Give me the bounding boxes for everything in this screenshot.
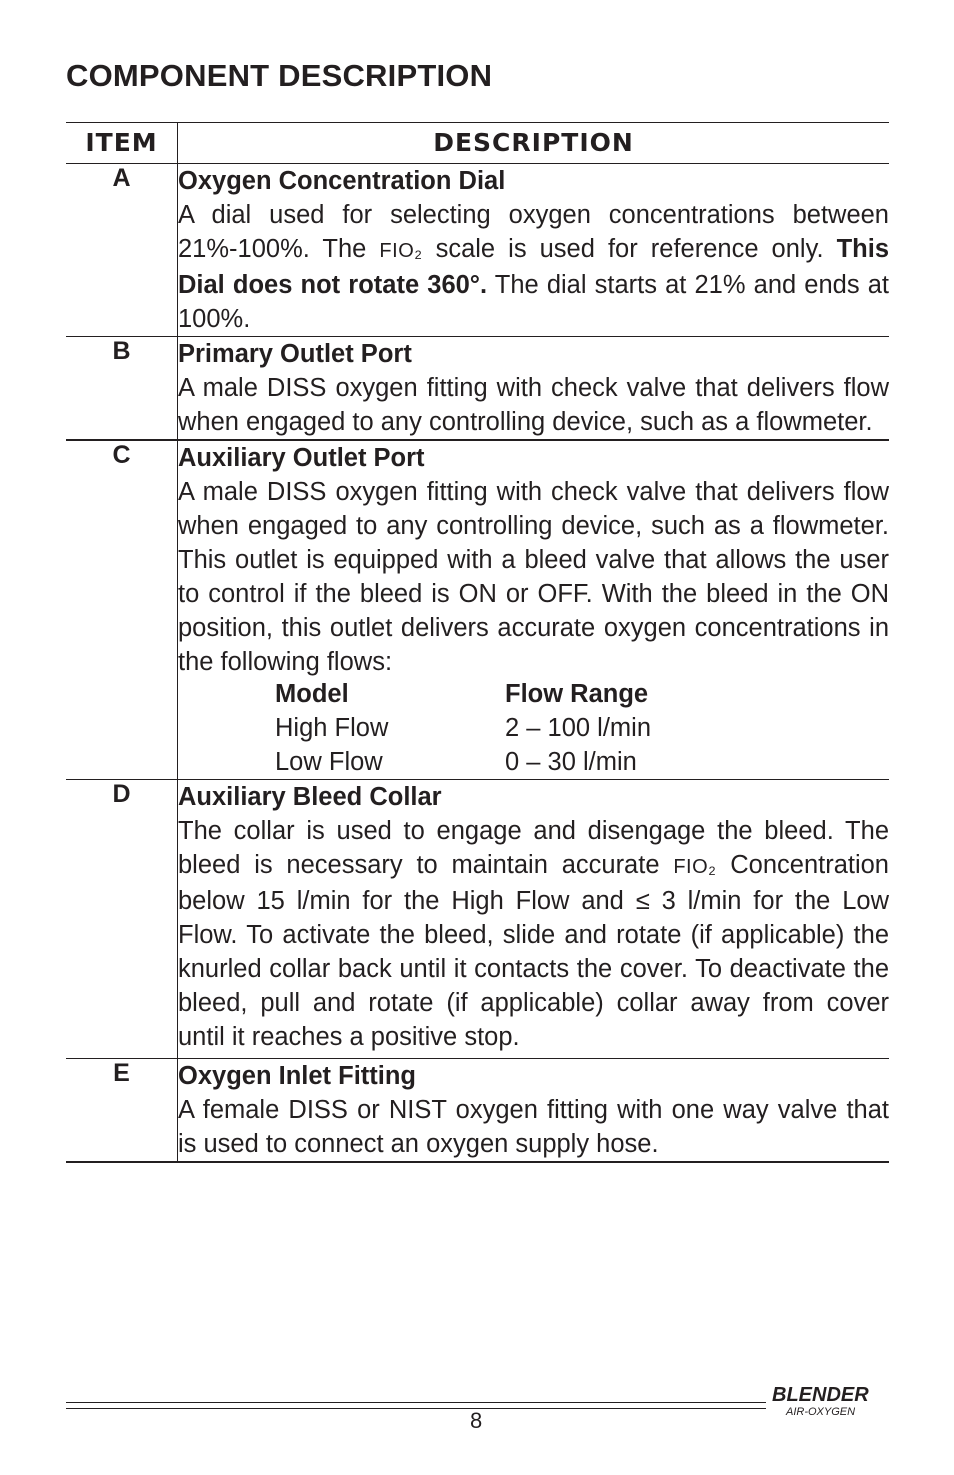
flow-header-model: Model xyxy=(275,680,349,708)
item-letter: D xyxy=(66,780,178,1059)
table-row xyxy=(66,1059,889,1163)
table-header-row xyxy=(66,123,889,164)
item-body xyxy=(178,814,889,1054)
table-row xyxy=(66,337,889,441)
flow-model: Low Flow xyxy=(275,748,383,776)
item-description xyxy=(178,164,890,337)
brand-logo xyxy=(772,1384,869,1418)
body-text: The dial starts at 21% and ends at 100%. xyxy=(178,271,889,333)
item-body xyxy=(178,198,889,336)
brand-subtitle: AIR-OXYGEN xyxy=(786,1406,856,1418)
body-text: The collar is used to engage and disengage the bleed. The bleed is necessary to maintain accurate xyxy=(178,817,889,879)
item-title: Primary Outlet Port xyxy=(178,340,412,368)
item-description xyxy=(178,1059,890,1163)
flow-table-header xyxy=(275,677,889,711)
flow-table-row xyxy=(275,745,889,779)
flow-header-range: Flow Range xyxy=(505,680,649,708)
brand-name: BLENDER xyxy=(772,1384,869,1406)
flow-range-table xyxy=(275,677,889,779)
item-description xyxy=(178,440,890,780)
item-title: Auxiliary Bleed Collar xyxy=(178,783,442,811)
flow-range: 0 – 30 l/min xyxy=(505,748,637,776)
fio2-symbol: FIO₂ xyxy=(379,240,423,262)
item-title: Oxygen Inlet Fitting xyxy=(178,1062,417,1090)
item-letter: C xyxy=(66,440,178,780)
item-title: Oxygen Concentration Dial xyxy=(178,167,506,195)
item-body: A male DISS oxygen fitting with check valve that delivers flow when engaged to any controlling device, such as a flowmeter. xyxy=(178,374,889,436)
body-text: scale is used for reference only. xyxy=(422,235,837,263)
item-title: Auxiliary Outlet Port xyxy=(178,444,425,472)
table-row xyxy=(66,440,889,780)
item-body: A female DISS or NIST oxygen fitting with one way valve that is used to connect an oxygen supply hose. xyxy=(178,1096,889,1158)
table-row xyxy=(66,780,889,1059)
item-body: A male DISS oxygen fitting with check valve that delivers flow when engaged to any controlling device, such as a flowmeter. This outlet is equipped with a bleed valve that allows the user to control if the bleed is ON or OFF. With the bleed in the ON position, this outlet delivers accurate oxygen concentrations in the following flows: xyxy=(178,478,889,676)
item-letter: A xyxy=(66,164,178,337)
header-description: DESCRIPTION xyxy=(433,128,634,157)
flow-range: 2 – 100 l/min xyxy=(505,714,652,742)
flow-model: High Flow xyxy=(275,714,389,742)
fio2-symbol: FIO₂ xyxy=(673,856,717,878)
item-letter: B xyxy=(66,337,178,441)
page-title: COMPONENT DESCRIPTION xyxy=(66,58,493,93)
component-table xyxy=(66,122,889,1163)
item-description xyxy=(178,337,890,441)
item-description xyxy=(178,780,890,1059)
flow-table-row xyxy=(275,711,889,745)
header-item: ITEM xyxy=(66,123,178,164)
body-text: Concentration below 15 l/min for the High Flow and ≤ 3 l/min for the Low Flow. To activate the bleed, slide and rotate (if applicable) the knurled collar back until it contacts the cover. To deactivate the bleed, pull and rotate (if applicable) collar away from cover until it reaches a positive stop. xyxy=(178,851,889,1051)
body-bold-text: This Dial does not rotate 360°. xyxy=(178,235,889,299)
table-row xyxy=(66,164,889,337)
body-text: A dial used for selecting oxygen concentrations between 21%-100%. The xyxy=(178,201,889,263)
item-letter: E xyxy=(66,1059,178,1163)
footer-rule xyxy=(66,1402,766,1409)
page-number: 8 xyxy=(470,1408,483,1433)
